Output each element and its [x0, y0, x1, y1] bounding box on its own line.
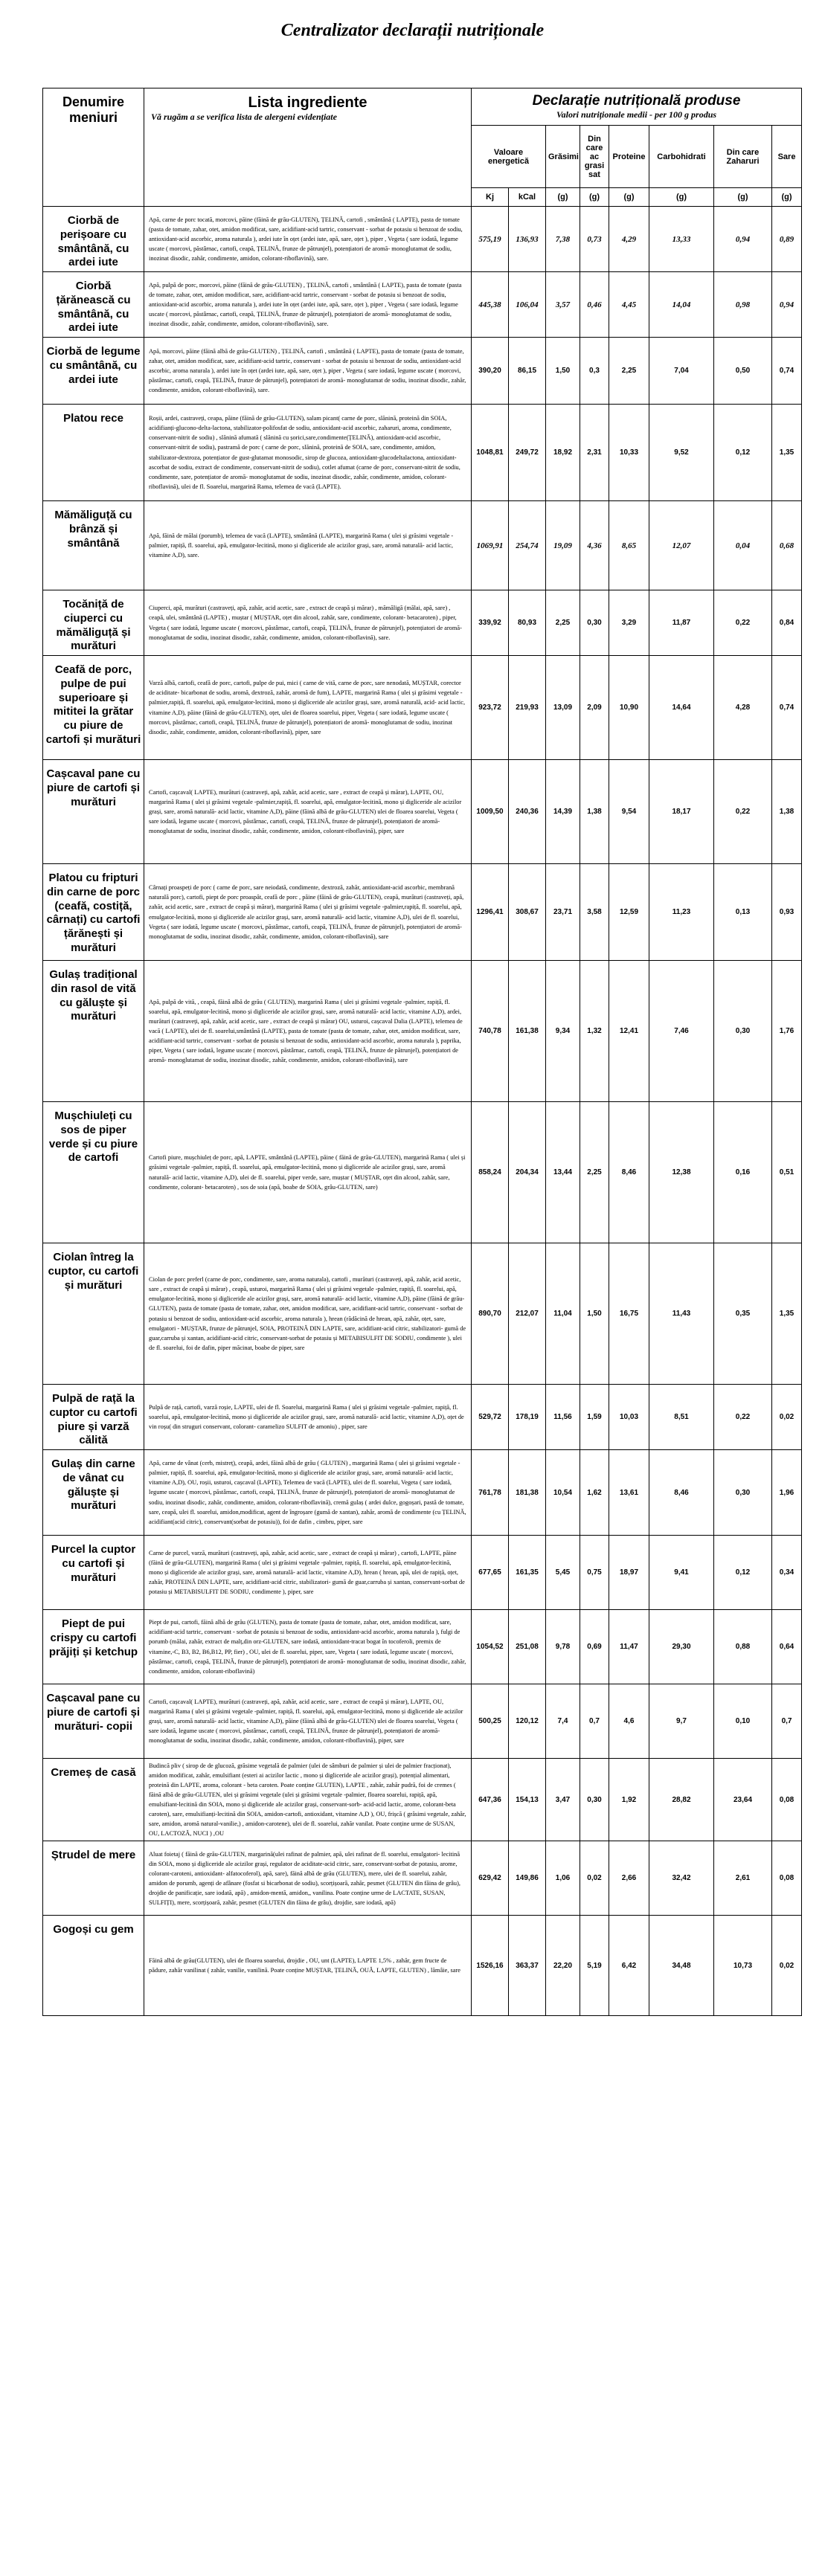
value-carbs: 12,07 — [649, 501, 714, 590]
value-sugar: 0,13 — [714, 864, 772, 961]
value-salt: 0,08 — [772, 1759, 802, 1841]
unit-kj: Kj — [472, 188, 509, 207]
value-kcal: 204,34 — [509, 1102, 546, 1243]
value-salt: 0,93 — [772, 864, 802, 961]
value-salt: 0,84 — [772, 590, 802, 656]
value-satfat: 4,36 — [580, 501, 609, 590]
value-fat: 9,34 — [546, 961, 580, 1102]
ingredient-list: Cartofi, cașcaval( LAPTE), murături (castraveți, apă, zahăr, acid acetic, sare , extract de ceapă și mărar), LAPTE, OU, margarină Rama ( ulei și grăsimi vegetale -palmier, rapiță, fl. soarelui, apă, emulgator-lecitină, mono și digliceride ale acizilor grași, sare, aromă naturală- acid lactic, vitamine A,D), păine (făină albă de grău-GLUTEN) ulei de floarea soarelui, Vegeta ( sare iodată, legume uscate ( morcovi, păstârnac, cartofi, ceapă, ȚELINĂ, frunze de pătrunjel), potențiatori de aromă- monoglutamat de sodiu, inozinat disodic, zahăr, condimente, amidon, colorant-riboflavină), piper, sare — [144, 1684, 472, 1759]
value-fat: 22,20 — [546, 1916, 580, 2016]
value-satfat: 0,75 — [580, 1536, 609, 1610]
value-kcal: 161,38 — [509, 961, 546, 1102]
table-row — [43, 864, 802, 961]
value-sugar: 0,22 — [714, 1385, 772, 1450]
value-satfat: 5,19 — [580, 1916, 609, 2016]
value-salt: 0,51 — [772, 1102, 802, 1243]
product-name: Ciorbă de perișoare cu smântână, cu ardei iute — [43, 207, 144, 272]
value-fat: 3,57 — [546, 272, 580, 338]
value-satfat: 1,59 — [580, 1385, 609, 1450]
value-protein: 13,61 — [609, 1450, 649, 1536]
value-kcal: 86,15 — [509, 338, 546, 405]
ingredient-list: Carne de purcel, varză, murături (castraveți, apă, zahăr, acid acetic, sare , extract de ceapă și mărar) , cartofi, LAPTE, păine (făină de grău-GLUTEN), margarină Rama ( ulei și grăsimi vegetale -palmier, rapiță, fl. soarelui, apă, emulgator-lecitină, mono și digliceride ale acizilor grași, sare, aromă naturală- acid lactic, vitamine A,D), hrean ( hrean, apă, ulei de rapiță, oțet, zahăr, PROTEINĂ DIN LAPTE, sare, acidifiant-acid citric, stabilizatori- gumă de guar,carruba și xantan, conservant-sorbat de potasiu și METABISULFIT DE SODIU, condimente ), piper, sare — [144, 1536, 472, 1610]
value-kcal: 154,13 — [509, 1759, 546, 1841]
value-kj: 1054,52 — [472, 1610, 509, 1684]
table-row — [43, 1841, 802, 1916]
value-kcal: 240,36 — [509, 760, 546, 864]
value-protein: 3,29 — [609, 590, 649, 656]
value-kj: 1009,50 — [472, 760, 509, 864]
value-kj: 761,78 — [472, 1450, 509, 1536]
ingredient-list: Apă, pulpă de vită, , ceapă, făină albă de grău ( GLUTEN), margarină Rama ( ulei și grăsimi vegetale -palmier, rapiță, fl. soarelui, apă, emulgator-lecitină, mono și digliceride ale acizilor grași, sare, aromă naturală- acid lactic, vitamine A,D), ardei, murături (castraveți, apă, zahăr, acid acetic, sare , extract de ceapă și mărar) OU, usturoi, cașcaval Dalia (LAPTE), telemea de vacă ( LAPTE), ulei de fl. soarelui,smântână (LAPTE), pasta de tomate (pasta de tomate, zahar, otet, amidon modificat, sare, acidifiant-acid tartric, conservant - sorbat de potasiu si benzoat de sodiu, antioxidant-acid ascorbic, aroma naturala ), paprika, piper, Vegeta ( sare iodată, legume uscate ( morcovi, păstârnac, cartofi, ceapă, ȚELINĂ, frunze de pătrunjel), potențiatori de aromă- monoglutamat de sodiu, inozinat disodic, zahăr, condimente, amidon, colorant-riboflavină), sare — [144, 961, 472, 1102]
value-satfat: 0,73 — [580, 207, 609, 272]
table-row — [43, 1536, 802, 1610]
declaration-title: Declarație nutrițională produse — [532, 93, 741, 109]
table-row — [43, 1759, 802, 1841]
value-fat: 11,56 — [546, 1385, 580, 1450]
value-salt: 0,64 — [772, 1610, 802, 1684]
table-row — [43, 1916, 802, 2016]
product-name: Cașcaval pane cu piure de cartofi și murături — [43, 760, 144, 864]
value-salt: 0,34 — [772, 1536, 802, 1610]
value-fat: 7,38 — [546, 207, 580, 272]
col-sugar: Din care Zaharuri — [714, 126, 772, 188]
product-name: Ciolan întreg la cuptor, cu cartofi și murături — [43, 1243, 144, 1385]
product-name: Mușchiuleți cu sos de piper verde și cu piure de cartofi — [43, 1102, 144, 1243]
header-name: Denumire meniuri — [43, 88, 144, 207]
value-carbs: 8,46 — [649, 1450, 714, 1536]
product-name: Gulaș din carne de vânat cu găluște și murături — [43, 1450, 144, 1536]
table-row — [43, 272, 802, 338]
value-carbs: 9,52 — [649, 405, 714, 501]
value-sugar: 0,88 — [714, 1610, 772, 1684]
value-carbs: 13,33 — [649, 207, 714, 272]
declaration-subtitle: Valori nutriționale medii - per 100 g produs — [556, 109, 717, 120]
value-satfat: 3,58 — [580, 864, 609, 961]
value-satfat: 2,25 — [580, 1102, 609, 1243]
ingredients-title: Lista ingrediente — [248, 94, 367, 111]
value-satfat: 0,02 — [580, 1841, 609, 1916]
unit-protein: (g) — [609, 188, 649, 207]
value-protein: 1,92 — [609, 1759, 649, 1841]
value-kj: 740,78 — [472, 961, 509, 1102]
value-kcal: 149,86 — [509, 1841, 546, 1916]
value-kcal: 106,04 — [509, 272, 546, 338]
value-fat: 13,44 — [546, 1102, 580, 1243]
value-carbs: 9,7 — [649, 1684, 714, 1759]
value-protein: 10,03 — [609, 1385, 649, 1450]
value-kj: 1048,81 — [472, 405, 509, 501]
value-satfat: 0,69 — [580, 1610, 609, 1684]
value-sugar: 10,73 — [714, 1916, 772, 2016]
unit-kcal: kCal — [509, 188, 546, 207]
value-sugar: 0,10 — [714, 1684, 772, 1759]
value-protein: 16,75 — [609, 1243, 649, 1385]
table-body — [43, 207, 802, 2016]
value-kj: 390,20 — [472, 338, 509, 405]
value-fat: 18,92 — [546, 405, 580, 501]
value-sugar: 0,22 — [714, 760, 772, 864]
page-title: Centralizator declarații nutriționale — [280, 21, 545, 40]
value-carbs: 9,41 — [649, 1536, 714, 1610]
value-salt: 0,89 — [772, 207, 802, 272]
value-sugar: 0,12 — [714, 1536, 772, 1610]
value-kcal: 363,37 — [509, 1916, 546, 2016]
col-fat: Grăsimi — [546, 126, 580, 188]
value-salt: 0,7 — [772, 1684, 802, 1759]
table-row — [43, 1450, 802, 1536]
product-name: Ceafă de porc, pulpe de pui superioare și mititei la grătar cu piure de cartofi și murături — [43, 656, 144, 760]
value-protein: 11,47 — [609, 1610, 649, 1684]
value-carbs: 34,48 — [649, 1916, 714, 2016]
value-sugar: 2,61 — [714, 1841, 772, 1916]
value-sugar: 23,64 — [714, 1759, 772, 1841]
product-name: Tocăniță de ciuperci cu mămăliguță și murături — [43, 590, 144, 656]
value-salt: 0,68 — [772, 501, 802, 590]
col-salt: Sare — [772, 126, 802, 188]
unit-sugar: (g) — [714, 188, 772, 207]
table-row — [43, 1102, 802, 1243]
value-satfat: 2,09 — [580, 656, 609, 760]
table-row — [43, 338, 802, 405]
value-salt: 0,02 — [772, 1385, 802, 1450]
value-satfat: 0,46 — [580, 272, 609, 338]
value-kcal: 178,19 — [509, 1385, 546, 1450]
value-fat: 23,71 — [546, 864, 580, 961]
ingredient-list: Apă, făină de mălai (porumb), telemea de vacă (LAPTE), smântână (LAPTE), margarină Rama ( ulei și grăsimi vegetale -palmier, rapiță, fl. soarelui, apă, emulgator-lecitină, mono și digliceride ale acizilor grași, sare, aromă naturală- acid lactic, vitamine A,D), sare. — [144, 501, 472, 590]
ingredient-list: Apă, carne de porc tocată, morcovi, păine (făină de grău-GLUTEN), ȚELINĂ, cartofi , smântână ( LAPTE), pasta de tomate (pasta de tomate, zahar, otet, amidon modificat, sare, acidifiant-acid tartric, conservant - sorbat de potasiu si benzoat de sodiu, antioxidant-acid ascorbic, aroma naturala ), ardei iute în oțet (ardei iute, apă, sare, oțet ), piper , Vegeta ( sare iodată, legume uscate ( morcovi, păstârnac, cartofi, ceapă, ȚELINĂ, frunze de pătrunjel), potențiatori de aromă- monoglutamat de sodiu, inozinat disodic, zahăr, condimente, amidon, colorant-riboflavină), sare. — [144, 207, 472, 272]
ingredient-list: Aluat foietaj ( făină de grău-GLUTEN, margarină(ulei rafinat de palmier, apă, ulei rafinat de fl. soarelui, emulgatori- lecitină din SOIA, mono și digliceride ale acizilor grași, regulator de aciditate-acid citric, sare, conservant-sorbat de potasiu, arome, colorant-caroteni, antioxidant- alfatocoferol), apă, sare), făină albă de grău (GLUTEN), mere, ulei de fl. soarelui, zahăr, amidon de porumb, agenți de afânare (fosfat si bicarbonat de sodiu), scorțișoară, zahăr, pesmet (GLUTEN din făina de grâu), drojdie de panificație, sare iodată, apă) , amidon-mentă, amidon,, vanilina. Poate conține urme de LACTATE, SUSAN, SULFIȚI), mere, scorțișoară, zahăr, pesmet (GLUTEN din făina de grâu), drojdie, sare iodată, apă) — [144, 1841, 472, 1916]
value-fat: 5,45 — [546, 1536, 580, 1610]
value-satfat: 1,32 — [580, 961, 609, 1102]
value-protein: 10,33 — [609, 405, 649, 501]
value-protein: 12,41 — [609, 961, 649, 1102]
value-kj: 1069,91 — [472, 501, 509, 590]
value-kcal: 219,93 — [509, 656, 546, 760]
col-protein: Proteine — [609, 126, 649, 188]
table-row — [43, 961, 802, 1102]
value-carbs: 12,38 — [649, 1102, 714, 1243]
value-carbs: 14,04 — [649, 272, 714, 338]
value-carbs: 11,23 — [649, 864, 714, 961]
value-fat: 13,09 — [546, 656, 580, 760]
value-kj: 677,65 — [472, 1536, 509, 1610]
value-carbs: 7,46 — [649, 961, 714, 1102]
value-carbs: 8,51 — [649, 1385, 714, 1450]
value-salt: 1,96 — [772, 1450, 802, 1536]
value-fat: 19,09 — [546, 501, 580, 590]
value-sugar: 0,16 — [714, 1102, 772, 1243]
value-fat: 7,4 — [546, 1684, 580, 1759]
header-ingredients — [144, 88, 472, 207]
value-satfat: 2,31 — [580, 405, 609, 501]
value-kj: 500,25 — [472, 1684, 509, 1759]
value-protein: 2,25 — [609, 338, 649, 405]
value-satfat: 1,38 — [580, 760, 609, 864]
value-fat: 1,50 — [546, 338, 580, 405]
value-protein: 4,45 — [609, 272, 649, 338]
col-carbs: Carbohidrati — [649, 126, 714, 188]
value-satfat: 1,50 — [580, 1243, 609, 1385]
table-row — [43, 405, 802, 501]
value-fat: 10,54 — [546, 1450, 580, 1536]
value-kcal: 251,08 — [509, 1610, 546, 1684]
ingredient-list: Varză albă, cartofi, ceafă de porc, cartofi, pulpe de pui, mici ( carne de vită, carne de porc, sare nenodată, MUȘTAR, corector de aciditate- bicarbonat de sodiu, aromă, dextroză, zahăr, aromă de fum), LAPTE, margarină Rama ( ulei și grăsimi vegetale -palmier,rapiță, fl. soarelui, apă, emulgator-lecitină, mono și digliceride ale acizilor grași, sare, aromă naturală, acid- acid lactic, vitamine A,D), păine (făină de grău-GLUTEN), oțet, ulei de floarea soarelui, piper, Vegeta ( sare iodată, legume uscate ( morcovi, păstârnac, cartofi, ceapă, ȚELINĂ, frunze de pătrunjel), potențiatori de aromă- monoglutamat de sodiu, inozinat disodic, zahăr, condimente, amidon, colorant-riboflavină), piper, sare — [144, 656, 472, 760]
value-salt: 1,35 — [772, 1243, 802, 1385]
value-sugar: 0,30 — [714, 961, 772, 1102]
value-fat: 2,25 — [546, 590, 580, 656]
value-sugar: 0,35 — [714, 1243, 772, 1385]
value-sugar: 0,04 — [714, 501, 772, 590]
ingredient-list: Apă, carne de vânat (cerb, mistreț), ceapă, ardei, făină albă de grău ( GLUTEN) , margarină Rama ( ulei și grăsimi vegetale -palmier, rapiță, fl. soarelui, apă, emulgator-lecitină, mono și digliceride ale acizilor grași, sare, aromă naturală- acid lactic, vitamine A,D), OU, roșii, usturoi, cașcaval (LAPTE), Telemea de vacă (LAPTE), ulei de fl. soarelui, Vegeta ( sare iodată, legume uscate ( morcovi, păstârnac, cartofi, ceapă, ȚELINĂ, frunze de pătrunjel), potențiatori de aromă- monoglutamat de sodiu, inozinat disodic, zahăr, condimente, amidon, colorant-riboflavină), cremă gulaș ( ardei dulce, gogoșari, pastă de tomate, sare, ceapă, ulei fl. soarelui, amidon,modificat, agent de îngroșare (gumă de xantan), zahăr, aromă de condimente (cu ȚELINĂ, acidifiant(acid citric), conservant(sorbat de potasiu)), foi de dafin , cimbru, piper, sare — [144, 1450, 472, 1536]
value-protein: 2,66 — [609, 1841, 649, 1916]
table-row — [43, 207, 802, 272]
value-kj: 445,38 — [472, 272, 509, 338]
value-sugar: 0,30 — [714, 1450, 772, 1536]
product-name: Platou rece — [43, 405, 144, 501]
product-name: Ciorbă țărănească cu smântână, cu ardei iute — [43, 272, 144, 338]
product-name: Cremeș de casă — [43, 1759, 144, 1841]
ingredient-list: Cârnați proaspeți de porc ( carne de porc, sare neiodată, condimente, dextroză, zahăr, antioxidant-acid ascorbic, membrană naturală porc), cartofi, piept de porc proaspăt, ceafă de porc , păine (făină de grău-GLUTEN), ceapă, murături (castraveți, apă, zahăr, acid acetic, sare , extract de ceapă și mărar), margarină Rama ( ulei și grăsimi vegetale -palmier,rapiță, fl. soarelui, apă, emulgator-lecitină, mono și digliceride ale acizilor grași, sare, aromă naturală- acid lactic, vitamine A,D), ulei de fl. soarelui, Vegeta ( sare iodată, legume uscate ( morcovi, păstârnac, cartofi, ceapă, ȚELINĂ, frunze de pătrunjel), potențiatori de aromă- monoglutamat de sodiu, inozinat disodic, zahăr, condimente, amidon, colorant-riboflavină), sare — [144, 864, 472, 961]
value-protein: 4,6 — [609, 1684, 649, 1759]
value-salt: 0,08 — [772, 1841, 802, 1916]
ingredient-list: Ciolan de porc preferl (carne de porc, condimente, sare, aroma naturala), cartofi , murături (castraveți, apă, zahăr, acid acetic, sare , extract de ceapă și mărar) , ceapă, usturoi, margarină Rama ( ulei și grăsimi vegetale -palmier, rapiță, fl. soarelui, apă, emulgator-lecitină, mono și digliceride ale acizilor grași, sare, aromă naturală- acid lactic, vitamine A,D), păine (făină de grău-GLUTEN), pasta de tomate (pasta de tomate, zahar, otet, amidon modificat, sare, acidifiant-acid tartric, conservant - sorbat de potasiu si benzoat de sodiu, antioxidant-acid ascorbic, aroma naturala ), hrean (rădăcină de hrean, apă, zahăr, oțet, sare, emulgatori - MUȘTAR, frunze de pătrunjel, SOIA, PROTEINĂ DIN LAPTE, sare, acidifiant-acid citric, stabilizatori- gumă de guar,carruba și xantan, acidifiant-acid citric, conservant-sorbat de potasiu și METABISULFIT DE SODIU, condimente ), ulei de fl. soarelui, foi de dafin, piper măcinat, boabe de piper, sare — [144, 1243, 472, 1385]
table-row — [43, 501, 802, 590]
value-kcal: 254,74 — [509, 501, 546, 590]
ingredient-list: Piept de pui, cartofi, făină albă de grău (GLUTEN), pasta de tomate (pasta de tomate, zahar, otet, amidon modificat, sare, acidifiant-acid tartric, conservant - sorbat de potasiu si benzoat de sodiu, antioxidant-acid ascorbic, aroma naturala ), fulgi de porumb (mălai, zahăr, extract de malț,din orz-GLUTEN, sare iodată, antioxidant-tracat bogat în tocoferoli, premix de vitamine,-C, B3, B2, B6,B12, PP, fier) , OU, ulei de fl. soarelui, piper, sare, Vegeta ( sare iodată, legume uscate ( morcovi, păstârnac, cartofi, ceapă, ȚELINĂ, frunze de pătrunjel), potențiatori de aromă- monoglutamat de sodiu, inozinat disodic, zahăr, condimente, amidon, colorant-riboflavină) — [144, 1610, 472, 1684]
col-satfat: Din care ac grasi sat — [580, 126, 609, 188]
table-row — [43, 1684, 802, 1759]
product-name: Cașcaval pane cu piure de cartofi și murături- copii — [43, 1684, 144, 1759]
value-kcal: 161,35 — [509, 1536, 546, 1610]
unit-satfat: (g) — [580, 188, 609, 207]
value-satfat: 0,3 — [580, 338, 609, 405]
value-sugar: 4,28 — [714, 656, 772, 760]
ingredient-list: Cartofi piure, mușchiuleț de porc, apă, LAPTE, smântână (LAPTE), păine ( făină de grău-GLUTEN), margarină Rama ( ulei și grăsimi vegetale -palmier, rapiță, fl. soarelui, apă, emulgator-lecitină, mono și digliceride ale acizilor grași, sare, aromă naturală- acid lactic, vitamine A,D), ulei de fl. soarelui, piper verde, sare, muștar ( MUȘTAR, oțet din alcool, zahăr, sare, condimente, colorant- betacaroten) , sos de soia (apă, boabe de SOIA, grâu-GLUTEN, sare) — [144, 1102, 472, 1243]
ingredient-list: Roșii, ardei, castraveți, ceapa, păine (făină de grău-GLUTEN), salam picant( carne de porc, slănină, proteină din SOIA, acidifianți-glucono-delta-lactona, stabilizator-polifosfat de sodiu, antioxidant-acid ascorbic, zaharuri, aroma, condimente, conservant-nitrit de sodiu) , slănină afumată ( slănină cu șorici,sare,condimente(ȚELINĂ), antioxidant-acid ascorbic, conservant-nitrit de sodiu), pastramă de porc ( carne de porc, slănină, proteină de SOIA, sare, condimente, amidon, stabilizator-dextroza, potențiator de gust-glutamat monosodic, sirop de glucoza, antioxidant-glucodeltalactona, antioxidant- ascorbat de sodiu, extract de condimente, conservant-nitrit de sodiu), cotlet afumat (carne de porc, conservant-nitrit de sodiu, condimente, sare, potențiator de aromă- monoglutamat de sodiu, inozinat disodic, zahăr, condimente, amidon, colorant-riboflavină), ulei de fl. Soarelui, margarină Rama, telemea de vacă (LAPTE). — [144, 405, 472, 501]
value-salt: 0,94 — [772, 272, 802, 338]
table-row — [43, 1243, 802, 1385]
value-kcal: 181,38 — [509, 1450, 546, 1536]
col-energy: Valoare energetică — [472, 126, 546, 188]
value-carbs: 28,82 — [649, 1759, 714, 1841]
value-salt: 1,76 — [772, 961, 802, 1102]
value-kcal: 136,93 — [509, 207, 546, 272]
value-satfat: 0,30 — [580, 1759, 609, 1841]
ingredient-list: Budincă pliv ( sirop de de glucoză, grăsime vegetală de palmier (ulei de sâmburi de palmier și ulei de palmier fracționat), amidon modificat, zahăr, emulsifiant (esteri ai acizilor lactic , mono și digliceride ale acizilor grași), potențial alimentari, proteină din LAPTE, aroma, colorant - beta caroten. Poate conține GLUTEN), LAPTE , zahăr, zahăr pudră, foi de cremes ( făină albă de grău-GLUTEN, ulei și grăsimi vegetale (ulei și grăsimi vegetale -palmier, floarea soarelui, rapiță, apă, emulsifiant-lecitină din SOIA, mono și digliceride ale acizilor grași, conservant-sorb- acid-acid lactic, arome, colorant-beta caroten), sare, emulsifianți-lecitină din SOIA, amidon-cartofi, antioxidant, vitamine A,D ), OU, frișcă ( grăsimi vegetale, zahăr, sare, amidon, aromă natural-vanilie,) , amidon-carotene), ulei de fl. soarelui, zahăr vanilat. Poate conține urme de SUSAN, OU, LACTOZĂ, NUCI ) ,OU — [144, 1759, 472, 1841]
value-kcal: 80,93 — [509, 590, 546, 656]
value-kj: 858,24 — [472, 1102, 509, 1243]
ingredient-list: Cartofi, cașcaval( LAPTE), murături (castraveți, apă, zahăr, acid acetic, sare , extract de ceapă și mărar), LAPTE, OU, margarină Rama ( ulei și grăsimi vegetale -palmier,rapiță, fl. soarelui, apă, emulgator-lecitină, mono și digliceride ale acizilor grași, sare, aromă naturală- acid lactic, vitamine A,D), păine (făină albă de grău-GLUTEN) ulei de floarea soarelui, Vegeta ( sare iodată, legume uscate ( morcovi, păstârnac, cartofi, ceapă, ȚELINĂ, frunze de pătrunjel), potențiatori de aromă- monoglutamat de sodiu, inozinat disodic, zahăr, condimente, amidon, colorant-riboflavină), piper, sare — [144, 760, 472, 864]
value-kcal: 249,72 — [509, 405, 546, 501]
value-kj: 529,72 — [472, 1385, 509, 1450]
product-name: Gulaș tradițional din rasol de vită cu găluște și murături — [43, 961, 144, 1102]
value-carbs: 11,87 — [649, 590, 714, 656]
table-row — [43, 1610, 802, 1684]
value-protein: 8,46 — [609, 1102, 649, 1243]
value-carbs: 11,43 — [649, 1243, 714, 1385]
value-salt: 1,35 — [772, 405, 802, 501]
product-name: Mămăliguță cu brânză și smântână — [43, 501, 144, 590]
value-sugar: 0,22 — [714, 590, 772, 656]
unit-salt: (g) — [772, 188, 802, 207]
product-name: Pulpă de rață la cuptor cu cartofi piure și varză călită — [43, 1385, 144, 1450]
value-fat: 3,47 — [546, 1759, 580, 1841]
value-salt: 0,02 — [772, 1916, 802, 2016]
value-sugar: 0,50 — [714, 338, 772, 405]
ingredient-list: Apă, pulpă de porc, morcovi, păine (făină de grău-GLUTEN) , ȚELINĂ, cartofi , smântână ( LAPTE), pasta de tomate (pasta de tomate, zahar, otet, amidon modificat, sare, acidifiant-acid tartric, conservant - sorbat de potasiu si benzoat de sodiu, antioxidant-acid ascorbic, aroma naturala ), ardei iute în oțet (ardei iute, apă, sare, oțet ), piper , Vegeta ( sare iodată, legume uscate ( morcovi, păstârnac, cartofi, ceapă, ȚELINĂ, frunze de pătrunjel), potențiatori de aromă- monoglutamat de sodiu, inozinat disodic, zahăr, condimente, amidon, colorant-riboflavină), sare. — [144, 272, 472, 338]
value-protein: 9,54 — [609, 760, 649, 864]
value-salt: 0,74 — [772, 656, 802, 760]
table-row — [43, 760, 802, 864]
value-sugar: 0,98 — [714, 272, 772, 338]
ingredient-list: Făină albă de grău(GLUTEN), ulei de floarea soarelui, drojdie , OU, unt (LAPTE), LAPTE 1,5% , zahăr, gem fructe de pădure, zahăr vanilinat ( zahăr, vanilie, vanilină. Poate conține MUȘTAR, ȚELINĂ, OUĂ, LAPTE, GLUTEN) , lămâie, sare — [144, 1916, 472, 2016]
value-protein: 6,42 — [609, 1916, 649, 2016]
value-protein: 10,90 — [609, 656, 649, 760]
table-row — [43, 590, 802, 656]
ingredient-list: Ciuperci, apă, murături (castraveți, apă, zahăr, acid acetic, sare , extract de ceapă și mărar) , mămăligă (mălai, apă, sare) , ceapă, ulei, smântână (LAPTE) , muștar ( MUȘTAR, oțet din alcool, zahăr, sare, condimente, colorant- betacaroten) , piper, Vegeta ( sare iodată, legume uscate ( morcovi, păstârnac, cartofi, ceapă, ȚELINĂ, frunze de pătrunjel), potențiatori de aromă- monoglutamat de sodiu, inozinat disodic, zahăr, condimente, amidon, colorant-riboflavină), sare. — [144, 590, 472, 656]
value-carbs: 14,64 — [649, 656, 714, 760]
value-kj: 923,72 — [472, 656, 509, 760]
value-protein: 18,97 — [609, 1536, 649, 1610]
value-carbs: 29,30 — [649, 1610, 714, 1684]
value-kj: 575,19 — [472, 207, 509, 272]
product-name: Piept de pui crispy cu cartofi prăjiți și ketchup — [43, 1610, 144, 1684]
value-carbs: 32,42 — [649, 1841, 714, 1916]
value-satfat: 0,7 — [580, 1684, 609, 1759]
value-sugar: 0,12 — [714, 405, 772, 501]
value-fat: 11,04 — [546, 1243, 580, 1385]
table-row — [43, 1385, 802, 1450]
table-row — [43, 656, 802, 760]
header-declaration — [472, 88, 802, 126]
product-name: Ciorbă de legume cu smântână, cu ardei iute — [43, 338, 144, 405]
value-kj: 629,42 — [472, 1841, 509, 1916]
ingredient-list: Pulpă de rață, cartofi, varză roșie, LAPTE, ulei de fl. Soarelui, margarină Rama ( ulei și grăsimi vegetale -palmier, rapiță, fl. soarelui, apă, emulgator-lecitină, mono și digliceride ale acizilor grași, sare, aromă naturală- acid lactic, vitamine A,D), oțet de vin roșu( din struguri conservant, colorant- caramelizo SULFIT de amoniu) , piper, sare — [144, 1385, 472, 1450]
value-fat: 9,78 — [546, 1610, 580, 1684]
unit-fat: (g) — [546, 188, 580, 207]
nutrition-table — [42, 88, 802, 2016]
unit-carbs: (g) — [649, 188, 714, 207]
value-kj: 890,70 — [472, 1243, 509, 1385]
ingredients-note: Vă rugăm a se verifica lista de alergeni evidențiate — [151, 112, 337, 122]
value-satfat: 0,30 — [580, 590, 609, 656]
value-salt: 0,74 — [772, 338, 802, 405]
value-kj: 1526,16 — [472, 1916, 509, 2016]
value-salt: 1,38 — [772, 760, 802, 864]
value-protein: 4,29 — [609, 207, 649, 272]
value-sugar: 0,94 — [714, 207, 772, 272]
product-name: Gogoși cu gem — [43, 1916, 144, 2016]
value-kj: 1296,41 — [472, 864, 509, 961]
value-kcal: 308,67 — [509, 864, 546, 961]
value-protein: 8,65 — [609, 501, 649, 590]
product-name: Platou cu fripturi din carne de porc (ceafă, costiță, cârnați) cu cartofi țărănești și murături — [43, 864, 144, 961]
value-satfat: 1,62 — [580, 1450, 609, 1536]
value-carbs: 18,17 — [649, 760, 714, 864]
value-fat: 14,39 — [546, 760, 580, 864]
value-kj: 647,36 — [472, 1759, 509, 1841]
ingredient-list: Apă, morcovi, păine (făină albă de grău-GLUTEN) , ȚELINĂ, cartofi , smântână ( LAPTE), pasta de tomate (pasta de tomate, zahar, otet, amidon modificat, sare, acidifiant-acid tartric, conservant - sorbat de potasiu si benzoat de sodiu, antioxidant-acid ascorbic, aroma naturala ), ardei iute în oțet (ardei iute, apă, sare, oțet ), piper , Vegeta ( sare iodată, legume uscate ( morcovi, păstârnac, cartofi, ceapă, ȚELINĂ, frunze de pătrunjel), potențiatori de aromă- monoglutamat de sodiu, inozinat disodic, zahăr, condimente, amidon, colorant-riboflavină), sare. — [144, 338, 472, 405]
product-name: Purcel la cuptor cu cartofi și murături — [43, 1536, 144, 1610]
value-protein: 12,59 — [609, 864, 649, 961]
value-kcal: 120,12 — [509, 1684, 546, 1759]
value-kcal: 212,07 — [509, 1243, 546, 1385]
value-kj: 339,92 — [472, 590, 509, 656]
product-name: Ștrudel de mere — [43, 1841, 144, 1916]
value-carbs: 7,04 — [649, 338, 714, 405]
value-fat: 1,06 — [546, 1841, 580, 1916]
